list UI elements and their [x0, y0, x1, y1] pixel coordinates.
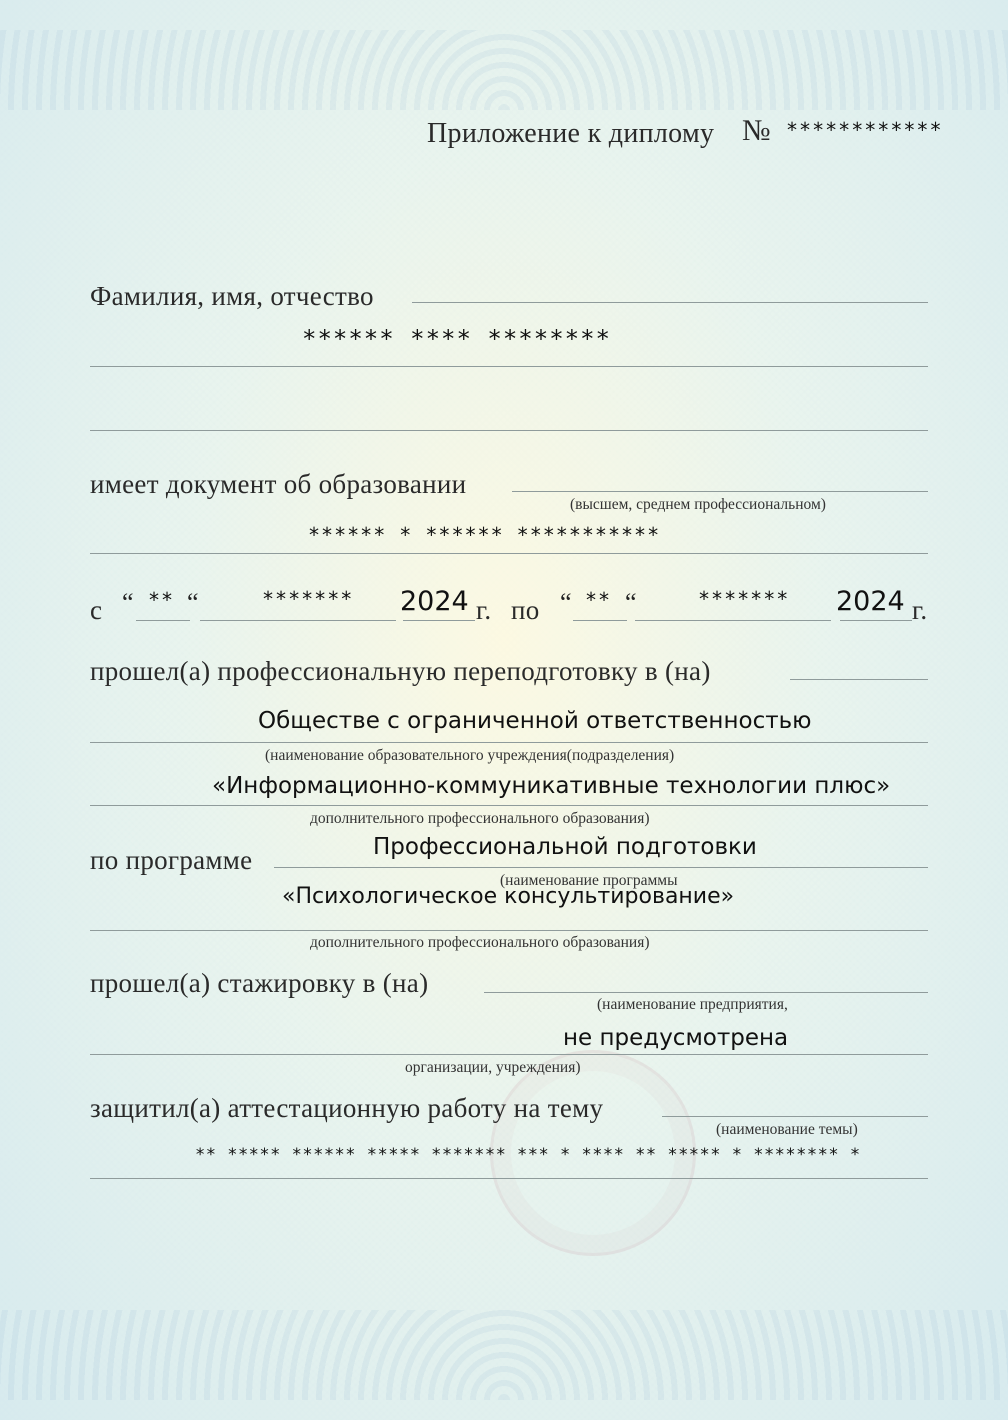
thesis-hint: (наименование темы) [716, 1121, 858, 1138]
fio-line-1 [412, 302, 928, 303]
from-day-line [136, 620, 190, 621]
program-line1: Профессиональной подготовки [373, 834, 757, 860]
education-hint: (высшем, среднем профессиональном) [570, 496, 826, 513]
retraining-hint1: (наименование образовательного учреждения(подразделения) [265, 747, 675, 764]
program-line2: «Психологическое консультирование» [282, 884, 735, 909]
to-year-suffix: г. [912, 595, 928, 625]
program-line-1 [274, 867, 928, 868]
from-year: 2024 [400, 586, 469, 617]
retraining-org-line1: Обществе с ограниченной ответственностью [258, 708, 812, 734]
internship-line-1 [484, 992, 928, 993]
retraining-line-2 [90, 742, 928, 743]
to-month-line [635, 620, 831, 621]
program-hint1: (наименование программы [500, 872, 678, 889]
from-year-suffix: г. [476, 595, 492, 625]
to-month: ******* [698, 587, 790, 611]
number-sign: № [742, 114, 771, 147]
to-quote-open: “ [560, 588, 572, 617]
fio-line-3 [90, 430, 928, 431]
decorative-border-top [0, 30, 1008, 110]
to-quote-close: “ [625, 588, 637, 617]
thesis-label: защитил(а) аттестационную работу на тему [90, 1093, 604, 1123]
from-quote-close: “ [187, 588, 199, 617]
retraining-org-line2: «Информационно-коммуникативные технологии плюс» [212, 773, 891, 799]
from-day: ** [148, 588, 175, 612]
education-label: имеет документ об образовании [90, 469, 467, 499]
retraining-line-3 [90, 805, 928, 806]
internship-line-2 [90, 1054, 928, 1055]
thesis-line-1 [662, 1116, 928, 1117]
thesis-value: ** ***** ****** ***** ******* *** * **** ** ***** * ******** * [195, 1145, 861, 1165]
thesis-line-2 [90, 1178, 928, 1179]
program-line-2 [90, 930, 928, 931]
internship-label: прошел(а) стажировку в (на) [90, 968, 429, 998]
retraining-line-1 [790, 679, 928, 680]
education-line-2 [90, 553, 928, 554]
fio-line-2 [90, 366, 928, 367]
fio-value: ****** **** ******** [302, 325, 611, 353]
from-month: ******* [262, 587, 354, 611]
date-to-word: по [511, 595, 540, 625]
from-month-line [200, 620, 396, 621]
from-quote-open: “ [122, 588, 134, 617]
decorative-border-bottom [0, 1310, 1008, 1400]
to-day-line [573, 620, 627, 621]
education-value: ****** * ****** *********** [308, 523, 661, 547]
diploma-number-value: ************ [786, 118, 943, 142]
to-day: ** [585, 588, 612, 612]
retraining-hint2: дополнительного профессионального образования) [310, 810, 650, 827]
internship-value: не предусмотрена [563, 1025, 789, 1051]
internship-hint1: (наименование предприятия, [597, 996, 788, 1013]
to-year-line [840, 620, 912, 621]
internship-hint2: организации, учреждения) [405, 1059, 581, 1076]
to-year: 2024 [836, 586, 905, 617]
retraining-label: прошел(а) профессиональную переподготовку в (на) [90, 656, 711, 686]
date-from-word: с [90, 595, 103, 625]
program-hint2: дополнительного профессионального образования) [310, 934, 650, 951]
appendix-title: Приложение к диплому [427, 118, 715, 149]
program-label: по программе [90, 845, 253, 875]
from-year-line [403, 620, 475, 621]
education-line-1 [512, 491, 928, 492]
fio-label: Фамилия, имя, отчество [90, 281, 374, 311]
